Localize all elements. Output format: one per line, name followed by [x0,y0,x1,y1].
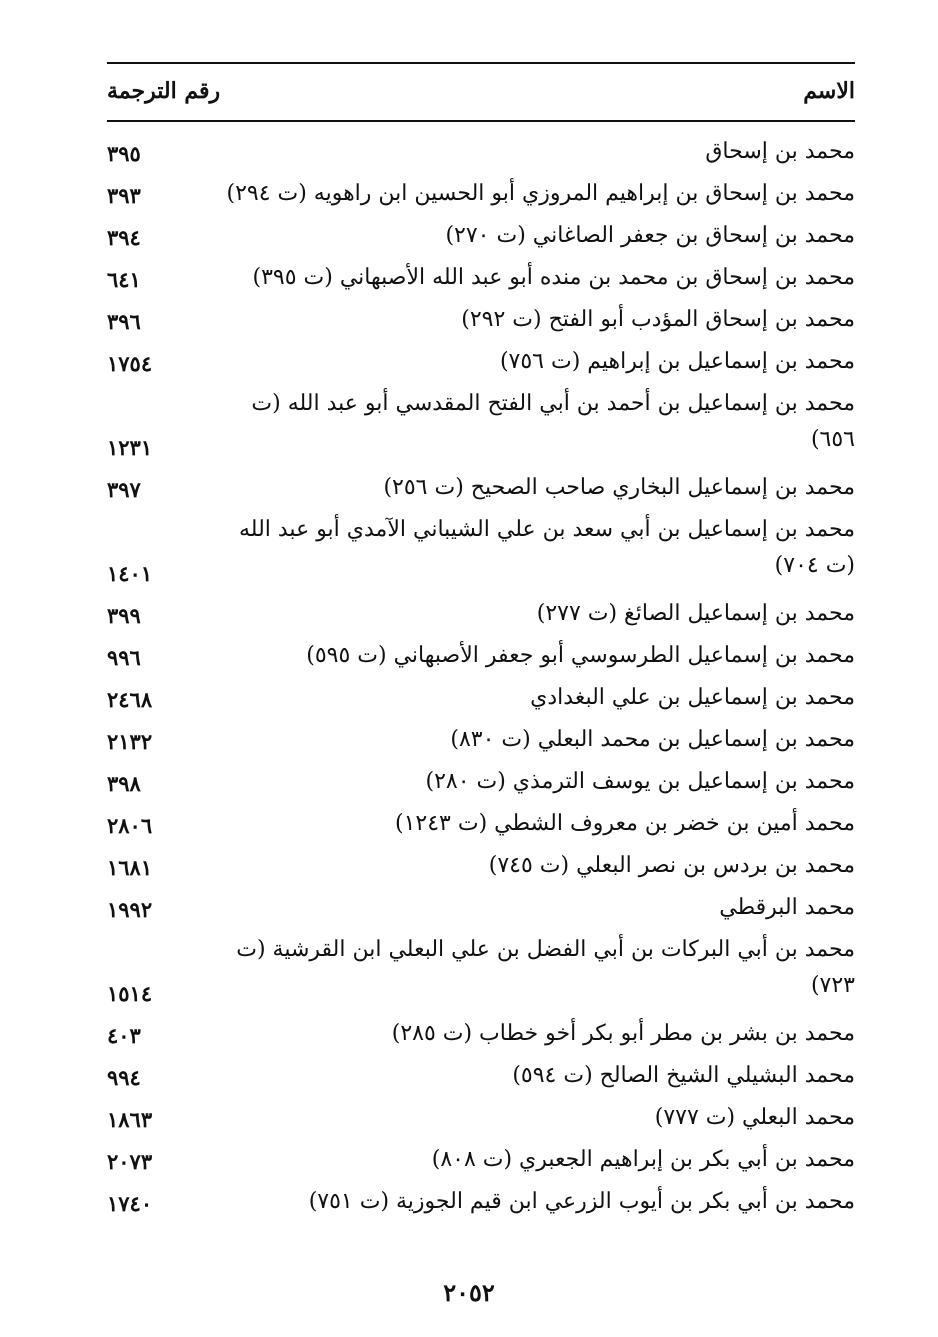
entry-name: محمد بن بشر بن مطر أبو بكر أخو خطاب (ت ٢٨٥) [391,1021,855,1046]
table-header [107,78,855,114]
list-item [107,1184,855,1226]
entry-number: ٢٨٠٦ [107,813,153,838]
list-item [107,638,855,680]
entry-number: ١٢٣١ [107,435,153,460]
entry-name: محمد بن إسحاق بن إبراهيم المروزي أبو الحسين ابن راهويه (ت ٢٩٤) [226,181,855,206]
entry-number: ٣٩٦ [107,309,141,334]
entry-name: محمد البعلي (ت ٧٧٧) [654,1105,855,1130]
list-item [107,596,855,638]
entry-name: محمد بن إسحاق [705,139,855,164]
list-item [107,386,855,470]
entry-number: ٣٩٨ [107,771,141,796]
list-item [107,932,855,1016]
entry-number: ٣٩٣ [107,183,141,208]
list-item [107,806,855,848]
list-item [107,1058,855,1100]
list-item [107,890,855,932]
entry-number: ٣٩٧ [107,477,141,502]
entry-number: ٢١٣٢ [107,729,153,754]
top-rule [107,62,855,64]
page-number: ٢٠٥٢ [443,1278,495,1307]
entry-name: محمد بن إسحاق بن جعفر الصاغاني (ت ٢٧٠) [445,223,855,248]
entry-name: محمد بن إسحاق بن محمد بن منده أبو عبد الله الأصبهاني (ت ٣٩٥) [252,265,855,290]
entry-name: محمد أمين بن خضر بن معروف الشطي (ت ١٢٤٣) [395,811,855,836]
list-item [107,302,855,344]
entry-number: ١٩٩٢ [107,897,153,922]
list-item [107,764,855,806]
list-item [107,680,855,722]
entry-name: محمد بن إسماعيل بن أحمد بن أبي الفتح المقدسي أبو عبد الله (ت ٦٥٦) [251,391,855,452]
entry-name: محمد بن بردس بن نصر البعلي (ت ٧٤٥) [488,853,855,878]
list-item [107,260,855,302]
entry-number: ١٨٦٣ [107,1107,153,1132]
list-item [107,218,855,260]
entry-number: ١٤٠١ [107,561,153,586]
entry-number: ٢٠٧٣ [107,1149,153,1174]
list-item [107,134,855,176]
entry-name: محمد بن إسماعيل الطرسوسي أبو جعفر الأصبهاني (ت ٥٩٥) [306,643,855,668]
entry-name: محمد بن إسماعيل بن إبراهيم (ت ٧٥٦) [499,349,855,374]
entry-number: ١٧٥٤ [107,351,153,376]
entry-number: ٣٩٩ [107,603,141,628]
entry-number: ٢٤٦٨ [107,687,153,712]
entry-name: محمد بن إسحاق المؤدب أبو الفتح (ت ٢٩٢) [461,307,855,332]
entry-number: ١٦٨١ [107,855,153,880]
entry-name: محمد بن أبي البركات بن أبي الفضل بن علي البعلي ابن القرشية (ت ٧٢٣) [236,937,855,998]
list-item [107,512,855,596]
entry-name: محمد البرقطي [719,895,855,920]
entry-name: محمد البشيلي الشيخ الصالح (ت ٥٩٤) [512,1063,855,1088]
list-item [107,1016,855,1058]
entry-name: محمد بن إسماعيل الصائغ (ت ٢٧٧) [536,601,855,626]
entry-number: ٩٩٦ [107,645,141,670]
entry-name: محمد بن أبي بكر بن أيوب الزرعي ابن قيم الجوزية (ت ٧٥١) [308,1189,855,1214]
entry-number: ٩٩٤ [107,1065,141,1090]
entry-number: ٤٠٣ [107,1023,141,1048]
entry-name: محمد بن إسماعيل بن علي البغدادي [530,685,855,710]
entry-name: محمد بن إسماعيل بن أبي سعد بن علي الشيباني الآمدي أبو عبد الله (ت ٧٠٤) [239,517,855,578]
name-column-header: الاسم [803,78,855,104]
list-item [107,848,855,890]
entry-list [107,134,855,1226]
entry-name: محمد بن إسماعيل البخاري صاحب الصحيح (ت ٢٥٦) [383,475,855,500]
list-item [107,722,855,764]
entry-number: ٣٩٥ [107,141,141,166]
list-item [107,1142,855,1184]
list-item [107,470,855,512]
entry-name: محمد بن أبي بكر بن إبراهيم الجعبري (ت ٨٠٨) [431,1147,855,1172]
entry-number: ١٥١٤ [107,981,153,1006]
entry-number: ٣٩٤ [107,225,141,250]
number-column-header: رقم الترجمة [107,78,221,104]
entry-name: محمد بن إسماعيل بن محمد البعلي (ت ٨٣٠) [450,727,855,752]
entry-number: ٦٤١ [107,267,141,292]
entry-name: محمد بن إسماعيل بن يوسف الترمذي (ت ٢٨٠) [425,769,855,794]
list-item [107,176,855,218]
entry-number: ١٧٤٠ [107,1191,153,1216]
header-rule [107,120,855,122]
list-item [107,344,855,386]
list-item [107,1100,855,1142]
